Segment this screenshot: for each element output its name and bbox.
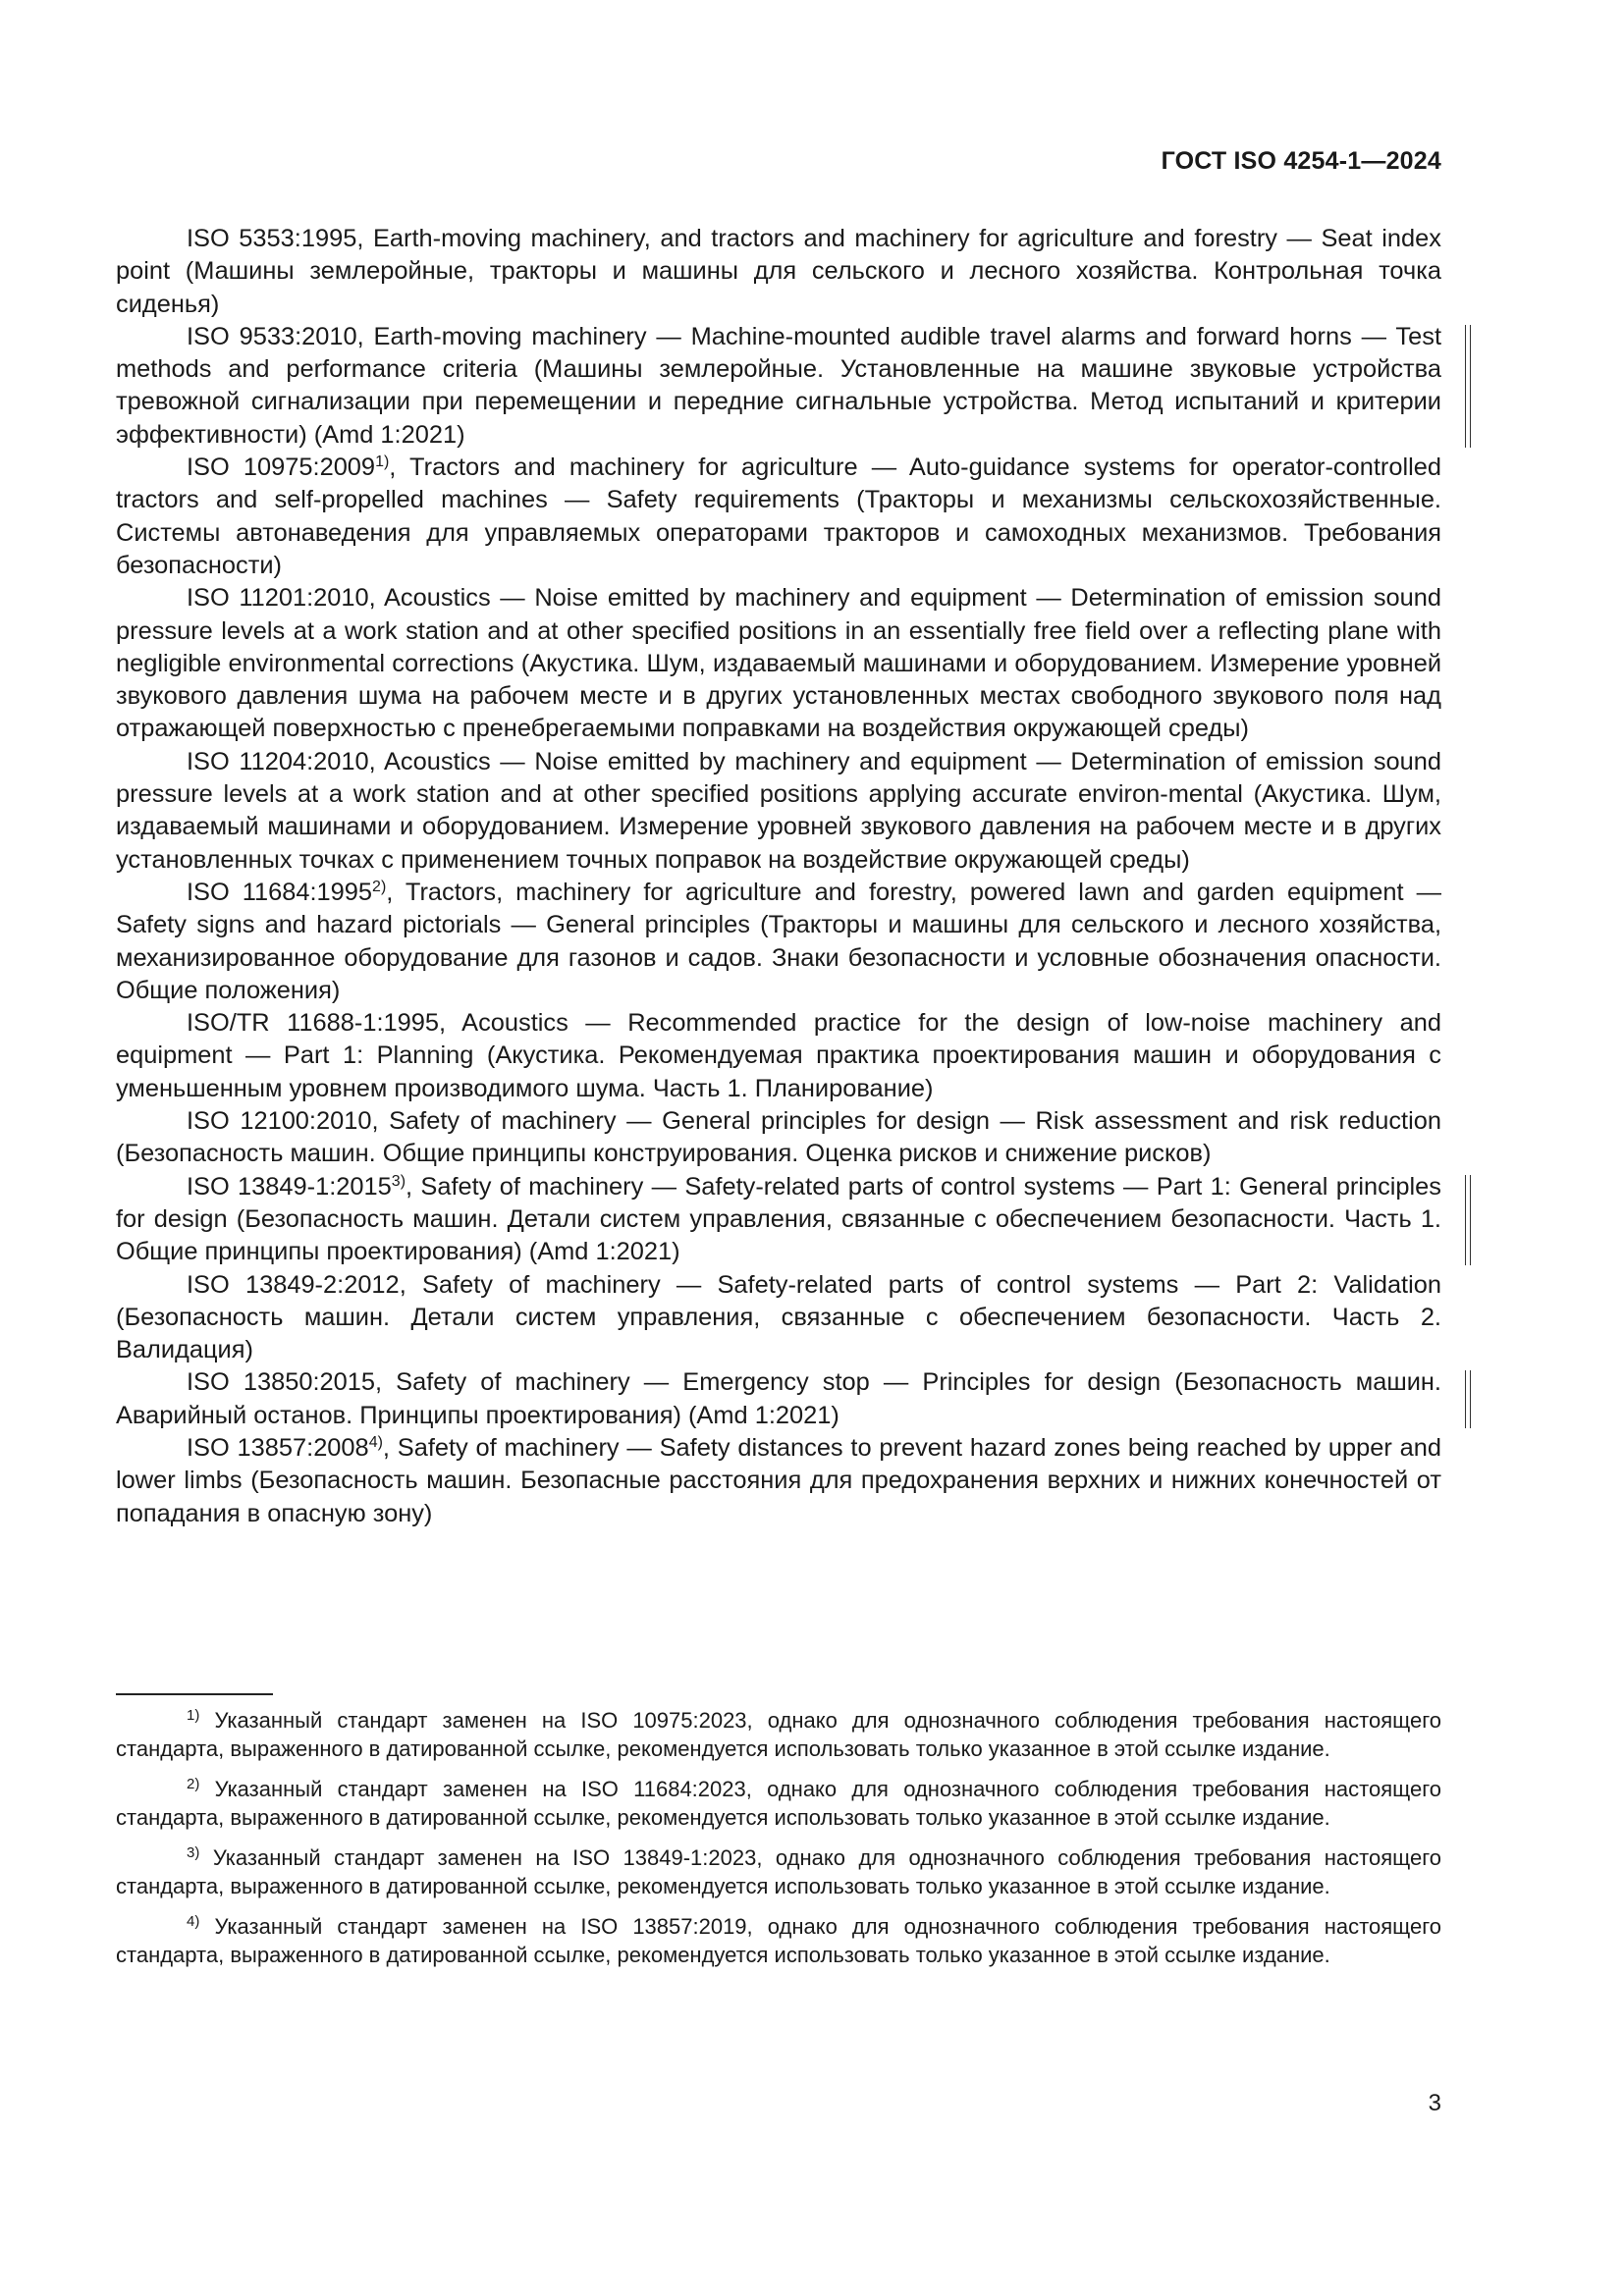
reference-item <box>116 1171 1441 1269</box>
reference-id: ISO 11201:2010 <box>187 584 369 613</box>
footnote-ref[interactable]: 4) <box>368 1433 383 1451</box>
reference-text: , Earth-moving machinery, and tractors and machinery for agriculture and forestry — Seat index point (Машины землеройные, тракторы и машины для сельского и лесного хозяйства. Контрольная точка сиденья) <box>116 225 1441 318</box>
references-list <box>116 223 1441 1530</box>
footnote <box>116 1706 1441 1763</box>
footnote-text: Указанный стандарт заменен на ISO 13849-1:2023, однако для однозначного соблюдения требования настоящего стандарта, выраженного в датированной ссылке, рекомендуется использовать только указанное в этой ссылке издание. <box>116 1845 1441 1898</box>
reference-item <box>116 877 1441 1007</box>
reference-id: ISO 11684:1995 <box>187 878 373 906</box>
footnote-text: Указанный стандарт заменен на ISO 11684:2023, однако для однозначного соблюдения требования настоящего стандарта, выраженного в датированной ссылке, рекомендуется использовать только указанное в этой ссылке издание. <box>116 1777 1441 1830</box>
footnote-text: Указанный стандарт заменен на ISO 10975:2023, однако для однозначного соблюдения требования настоящего стандарта, выраженного в датированной ссылке, рекомендуется использовать только указанное в этой ссылке издание. <box>116 1708 1441 1761</box>
footnote <box>116 1912 1441 1969</box>
footnote-mark: 1) <box>187 1707 200 1724</box>
footnote <box>116 1775 1441 1832</box>
footnotes-list <box>116 1706 1441 1981</box>
reference-id: ISO 11204:2010 <box>187 747 369 775</box>
footnote-ref[interactable]: 2) <box>372 878 387 895</box>
footnote-mark: 2) <box>187 1776 200 1792</box>
reference-id: ISO 13849-1:2015 <box>187 1172 392 1201</box>
reference-text: , Acoustics — Noise emitted by machinery and equipment — Determination of emission sound pressure levels at a work station and at other specified positions in an essentially free field over a reflecting plane with negligible environmental corrections (Акустика. Шум, издаваемый машинами и оборудованием. Измерение уровней звукового давления шума на рабочем месте и в других установленных местах свободного звукового поля над отражающей поверхностью с пренебрегаемыми поправками на воздействия окружающей среды) <box>116 584 1441 743</box>
reference-item <box>116 1432 1441 1530</box>
reference-id: ISO 5353:1995 <box>187 225 357 252</box>
reference-text: , Safety of machinery — Safety-related parts of control systems — Part 1: General principles for design (Безопасность машин. Детали систем управления, связанные с обеспечением безопасности. Часть 1. Общие принципы проектирования) (Amd 1:2021) <box>116 1172 1442 1266</box>
reference-text: , Earth-moving machinery — Machine-mounted audible travel alarms and forward horns — Test methods and performance criteria (Машины землеройные. Установленные на машине звуковые устройства тревожной сигнализации при перемещении и передние сигнальные устройства. Метод испытаний и критерии эффективности) (Amd 1:2021) <box>116 322 1441 449</box>
footnote-ref[interactable]: 3) <box>391 1172 406 1190</box>
reference-text: , Safety of machinery — Safety distances to prevent hazard zones being reached by upper and lower limbs (Безопасность машин. Безопасные расстояния для предохранения верхних и нижних конечностей от попадания в опасную зону) <box>116 1433 1441 1527</box>
reference-item <box>116 321 1441 452</box>
reference-id: ISO 13850:2015 <box>187 1368 375 1397</box>
amendment-bar <box>1465 1370 1471 1428</box>
reference-item <box>116 1007 1441 1105</box>
amendment-bar <box>1465 325 1471 448</box>
reference-item <box>116 1366 1441 1432</box>
reference-item <box>116 452 1441 582</box>
reference-text: , Safety of machinery — Safety-related parts of control systems — Part 2: Validation (Безопасность машин. Детали систем управления, связанные с обеспечением безопасности. Часть 2. Валидация) <box>116 1270 1441 1364</box>
reference-item <box>116 582 1441 745</box>
reference-item <box>116 1269 1441 1367</box>
reference-item <box>116 746 1441 877</box>
amendment-bar <box>1465 1175 1471 1265</box>
reference-id: ISO 13849-2:2012 <box>187 1270 400 1299</box>
reference-text: , Safety of machinery — Emergency stop — Principles for design (Безопасность машин. Аварийный останов. Принципы проектирования) (Amd 1:2021) <box>116 1368 1441 1429</box>
reference-id: ISO 9533:2010 <box>187 322 357 350</box>
footnote-mark: 4) <box>187 1913 200 1930</box>
reference-text: , Tractors, machinery for agriculture and forestry, powered lawn and garden equipment — Safety signs and hazard pictorials — General principles (Тракторы и машины для сельского и лесного хозяйства, механизированное оборудование для газонов и садов. Знаки безопасности и условные обозначения опасности. Общие положения) <box>116 878 1441 1004</box>
reference-text: , Acoustics — Noise emitted by machinery and equipment — Determination of emission sound pressure levels at a work station and at other specified positions applying accurate environ-mental (Акустика. Шум, издаваемый машинами и оборудованием. Измерение уровней звукового давления на рабочем месте и в других установленных точках с применением точных поправок на воздействие окружающей среды) <box>116 747 1441 874</box>
reference-text: , Tractors and machinery for agriculture — Auto-guidance systems for operator-controlled tractors and self-propelled machines — Safety requirements (Тракторы и механизмы сельскохозяйственные. Системы автонаведения для управляемых операторами тракторов и самоходных механизмов. Требования безопасности) <box>116 454 1441 579</box>
footnote-mark: 3) <box>187 1844 200 1861</box>
reference-id: ISO 13857:2008 <box>187 1433 369 1462</box>
reference-item <box>116 1105 1441 1171</box>
reference-item <box>116 223 1441 321</box>
footnote-ref[interactable]: 1) <box>375 454 390 471</box>
reference-id: ISO 12100:2010 <box>187 1107 372 1136</box>
page-number: 3 <box>1428 2090 1441 2116</box>
reference-text: , Acoustics — Recommended practice for the design of low-noise machinery and equipment — Part 1: Planning (Акустика. Рекомендуемая практика проектирования машин и оборудования с уменьшенным уровнем производимого шума. Часть 1. Планирование) <box>116 1009 1441 1102</box>
document-header: ГОСТ ISO 4254-1—2024 <box>1161 147 1441 175</box>
reference-id: ISO/TR 11688-1:1995 <box>187 1009 439 1038</box>
reference-id: ISO 10975:2009 <box>187 454 376 482</box>
reference-text: , Safety of machinery — General principles for design — Risk assessment and risk reduction (Безопасность машин. Общие принципы конструирования. Оценка рисков и снижение рисков) <box>116 1107 1441 1168</box>
footnote <box>116 1843 1441 1900</box>
footnote-text: Указанный стандарт заменен на ISO 13857:2019, однако для однозначного соблюдения требования настоящего стандарта, выраженного в датированной ссылке, рекомендуется использовать только указанное в этой ссылке издание. <box>116 1914 1441 1967</box>
footnote-separator <box>116 1693 273 1695</box>
